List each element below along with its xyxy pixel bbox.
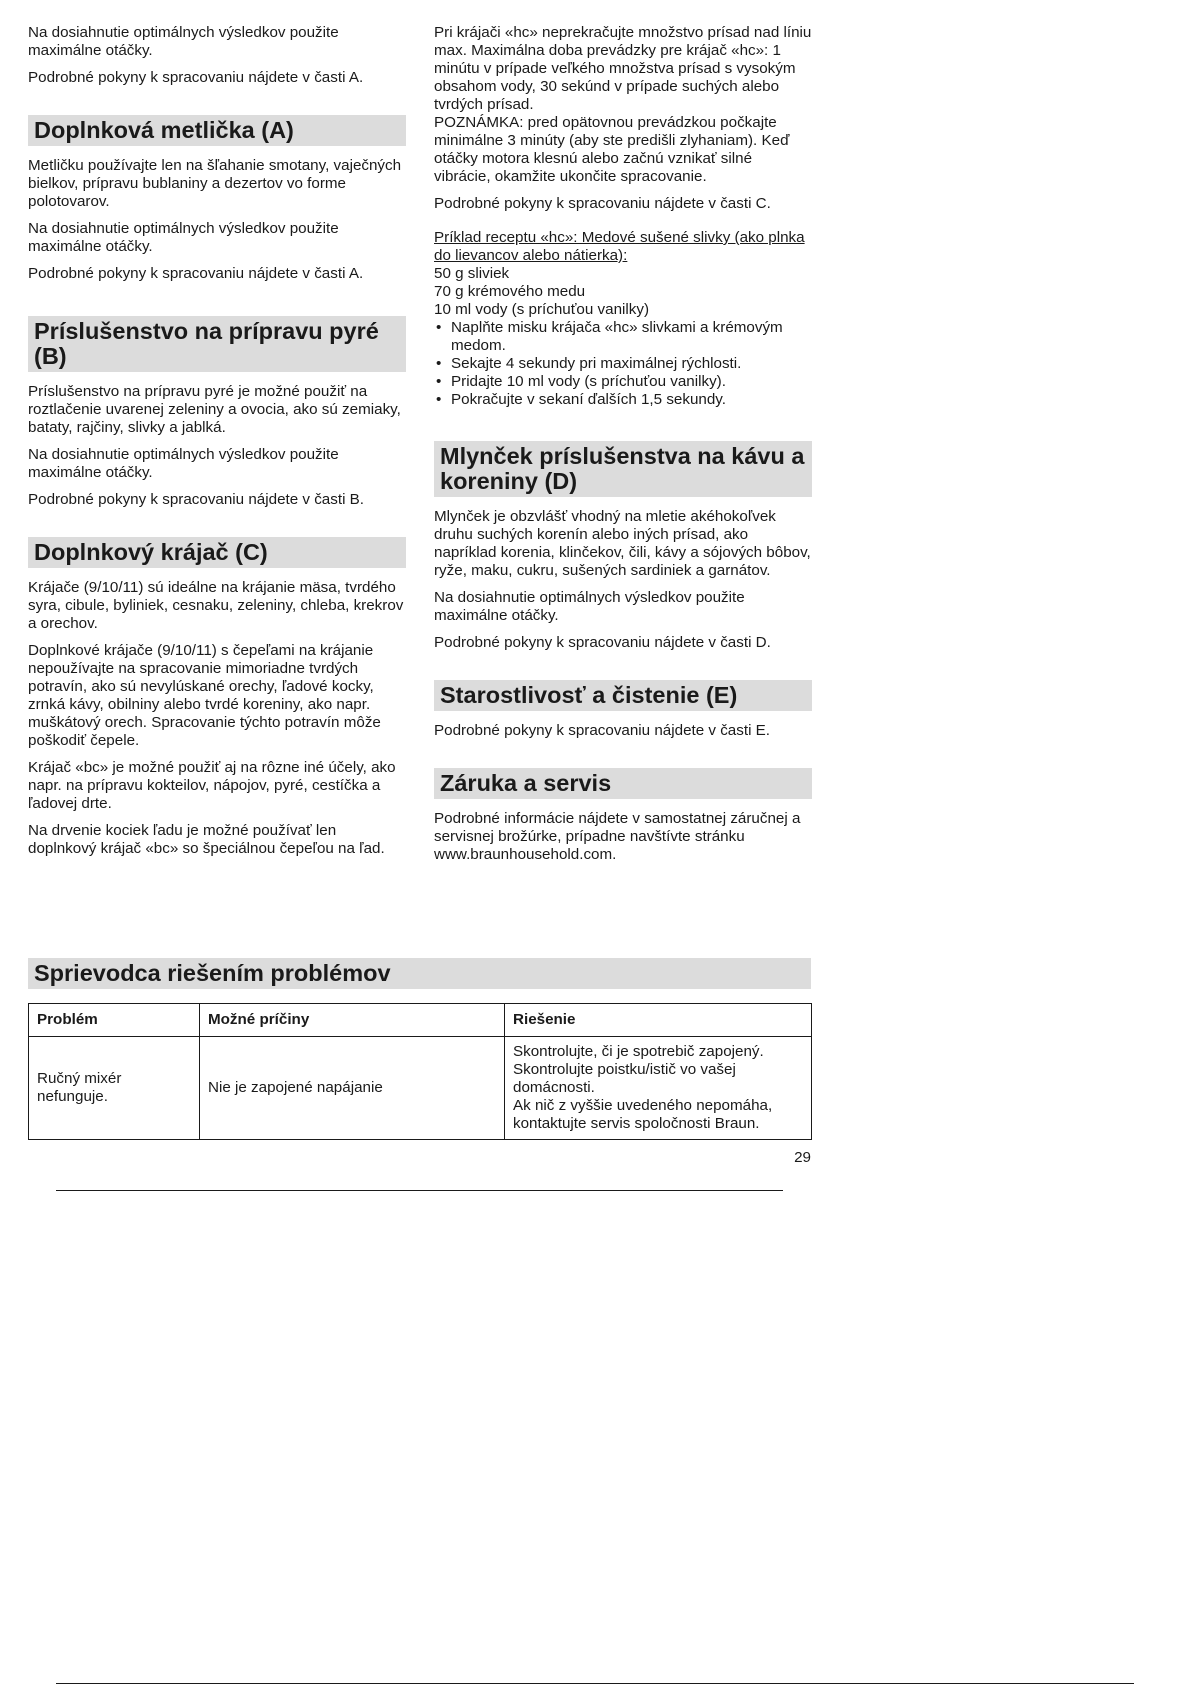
whisk-paragraph-1: Metličku používajte len na šľahanie smotany, vaječných bielkov, prípravu bublaniny a dezertov vo forme polotovarov. [28,157,402,210]
recipe-title: Príklad receptu «hc»: Medové sušené slivky (ako plnka do lievancov alebo nátierka): [434,229,805,264]
recipe-ingredient: 50 g sliviek [434,265,510,282]
recipe-step: • Naplňte misku krájača «hc» slivkami a krémovým medom. [434,319,812,355]
heading-grinder: Mlynček príslušenstva na kávu a koreniny (D) [434,441,812,497]
hc-paragraph-1: Pri krájači «hc» neprekračujte množstvo prísad nad líniu max. Maximálna doba prevádzky pre krájač «hc»: 1 minútu v prípade veľkého množstva prísad s vysokým obsahom vody, 30 sekúnd v prípade suchých alebo tvrdých prísad. [434,24,812,113]
grinder-paragraph-1: Mlynček je obzvlášť vhodný na mletie akéhokoľvek druhu suchých korenín alebo iných prísad, ako napríklad korenia, klinčekov, čili, kávy a sójových bôbov, ryže, maku, cukru, sušených sardiniek a garnátov. [434,508,811,579]
header-solution: Riešenie [505,1004,812,1037]
whisk-paragraph-3: Podrobné pokyny k spracovaniu nájdete v časti A. [28,265,364,282]
header-cause: Možné príčiny [200,1004,505,1037]
care-paragraph-1: Podrobné pokyny k spracovaniu nájdete v časti E. [434,722,771,739]
hc-paragraph-3: Podrobné pokyny k spracovaniu nájdete v časti C. [434,195,771,212]
recipe-step: • Sekajte 4 sekundy pri maximálnej rýchlosti. [434,355,812,373]
recipe-ingredient: 10 ml vody (s príchuťou vanilky) [434,301,650,318]
grinder-paragraph-3: Podrobné pokyny k spracovaniu nájdete v časti D. [434,634,771,651]
header-problem: Problém [29,1004,200,1037]
heading-warranty: Záruka a servis [434,768,812,799]
recipe-step: • Pridajte 10 ml vody (s príchuťou vanilky). [434,373,812,391]
grinder-paragraph-2: Na dosiahnutie optimálnych výsledkov použite maximálne otáčky. [434,589,745,624]
left-column [28,24,406,867]
puree-paragraph-3: Podrobné pokyny k spracovaniu nájdete v časti B. [28,491,365,508]
chopper-paragraph-4: Na drvenie kociek ľadu je možné používať len doplnkový krájač «bc» so špeciálnou čepeľou na ľad. [28,822,385,857]
puree-paragraph-2: Na dosiahnutie optimálnych výsledkov použite maximálne otáčky. [28,446,339,481]
puree-paragraph-1: Príslušenstvo na prípravu pyré je možné použiť na roztlačenie uvarenej zeleniny a ovocia, ako sú zemiaky, bataty, rajčiny, slivky a jablká. [28,383,401,436]
solution-line: Skontrolujte, či je spotrebič zapojený. [513,1043,764,1060]
chopper-paragraph-1: Krájače (9/10/11) sú ideálne na krájanie mäsa, tvrdého syra, cibule, byliniek, cesnaku, zeleniny, chleba, krekrov a orechov. [28,579,404,632]
solution-line: Skontrolujte poistku/istič vo vašej domácnosti. [513,1061,736,1096]
hc-paragraph-2: POZNÁMKA: pred opätovnou prevádzkou počkajte minimálne 3 minúty (aby ste predišli zlyhaniam). Keď otáčky motora klesnú alebo začnú vznikať silné vibrácie, okamžite ukončite spracovanie. [434,114,790,185]
warranty-paragraph-1: Podrobné informácie nájdete v samostatnej záručnej a servisnej brožúrke, prípadne navštívte stránku www.braunhousehold.com. [434,810,801,863]
intro-paragraph-2: Podrobné pokyny k spracovaniu nájdete v časti A. [28,69,364,86]
chopper-paragraph-3: Krájač «bc» je možné použiť aj na rôzne iné účely, ako napr. na prípravu kokteilov, nápojov, pyré, cestíčka a ľadovej drte. [28,759,396,812]
table-header-row [29,1004,812,1037]
heading-care: Starostlivosť a čistenie (E) [434,680,812,711]
page-number: 29 [794,1149,811,1166]
heading-puree: Príslušenstvo na prípravu pyré (B) [28,316,406,372]
right-column [434,24,812,873]
table-row [29,1037,812,1140]
divider-line [56,1190,783,1191]
recipe-step: • Pokračujte v sekaní ďalších 1,5 sekundy. [434,391,812,409]
troubleshooting-table [28,1003,812,1140]
troubleshooting-section [28,958,811,1140]
cell-solution [505,1037,812,1140]
intro-paragraph-1: Na dosiahnutie optimálnych výsledkov použite maximálne otáčky. [28,24,339,59]
recipe-steps [434,319,812,409]
heading-troubleshooting: Sprievodca riešením problémov [28,958,811,989]
recipe-ingredient: 70 g krémového medu [434,283,586,300]
solution-line: Ak nič z vyššie uvedeného nepomáha, kontaktujte servis spoločnosti Braun. [513,1097,773,1132]
cell-problem: Ručný mixér nefunguje. [29,1037,200,1140]
whisk-paragraph-2: Na dosiahnutie optimálnych výsledkov použite maximálne otáčky. [28,220,339,255]
chopper-paragraph-2: Doplnkové krájače (9/10/11) s čepeľami na krájanie nepoužívajte na spracovanie mimoriadne tvrdých potravín, ako sú nevylúskané orechy, ľadové kocky, zrnká kávy, obilniny alebo tvrdé koreniny, ako napr. muškátový orech. Spracovanie týchto potravín môže poškodiť čepele. [28,642,381,749]
heading-chopper: Doplnkový krájač (C) [28,537,406,568]
heading-whisk: Doplnková metlička (A) [28,115,406,146]
cell-cause: Nie je zapojené napájanie [200,1037,505,1140]
